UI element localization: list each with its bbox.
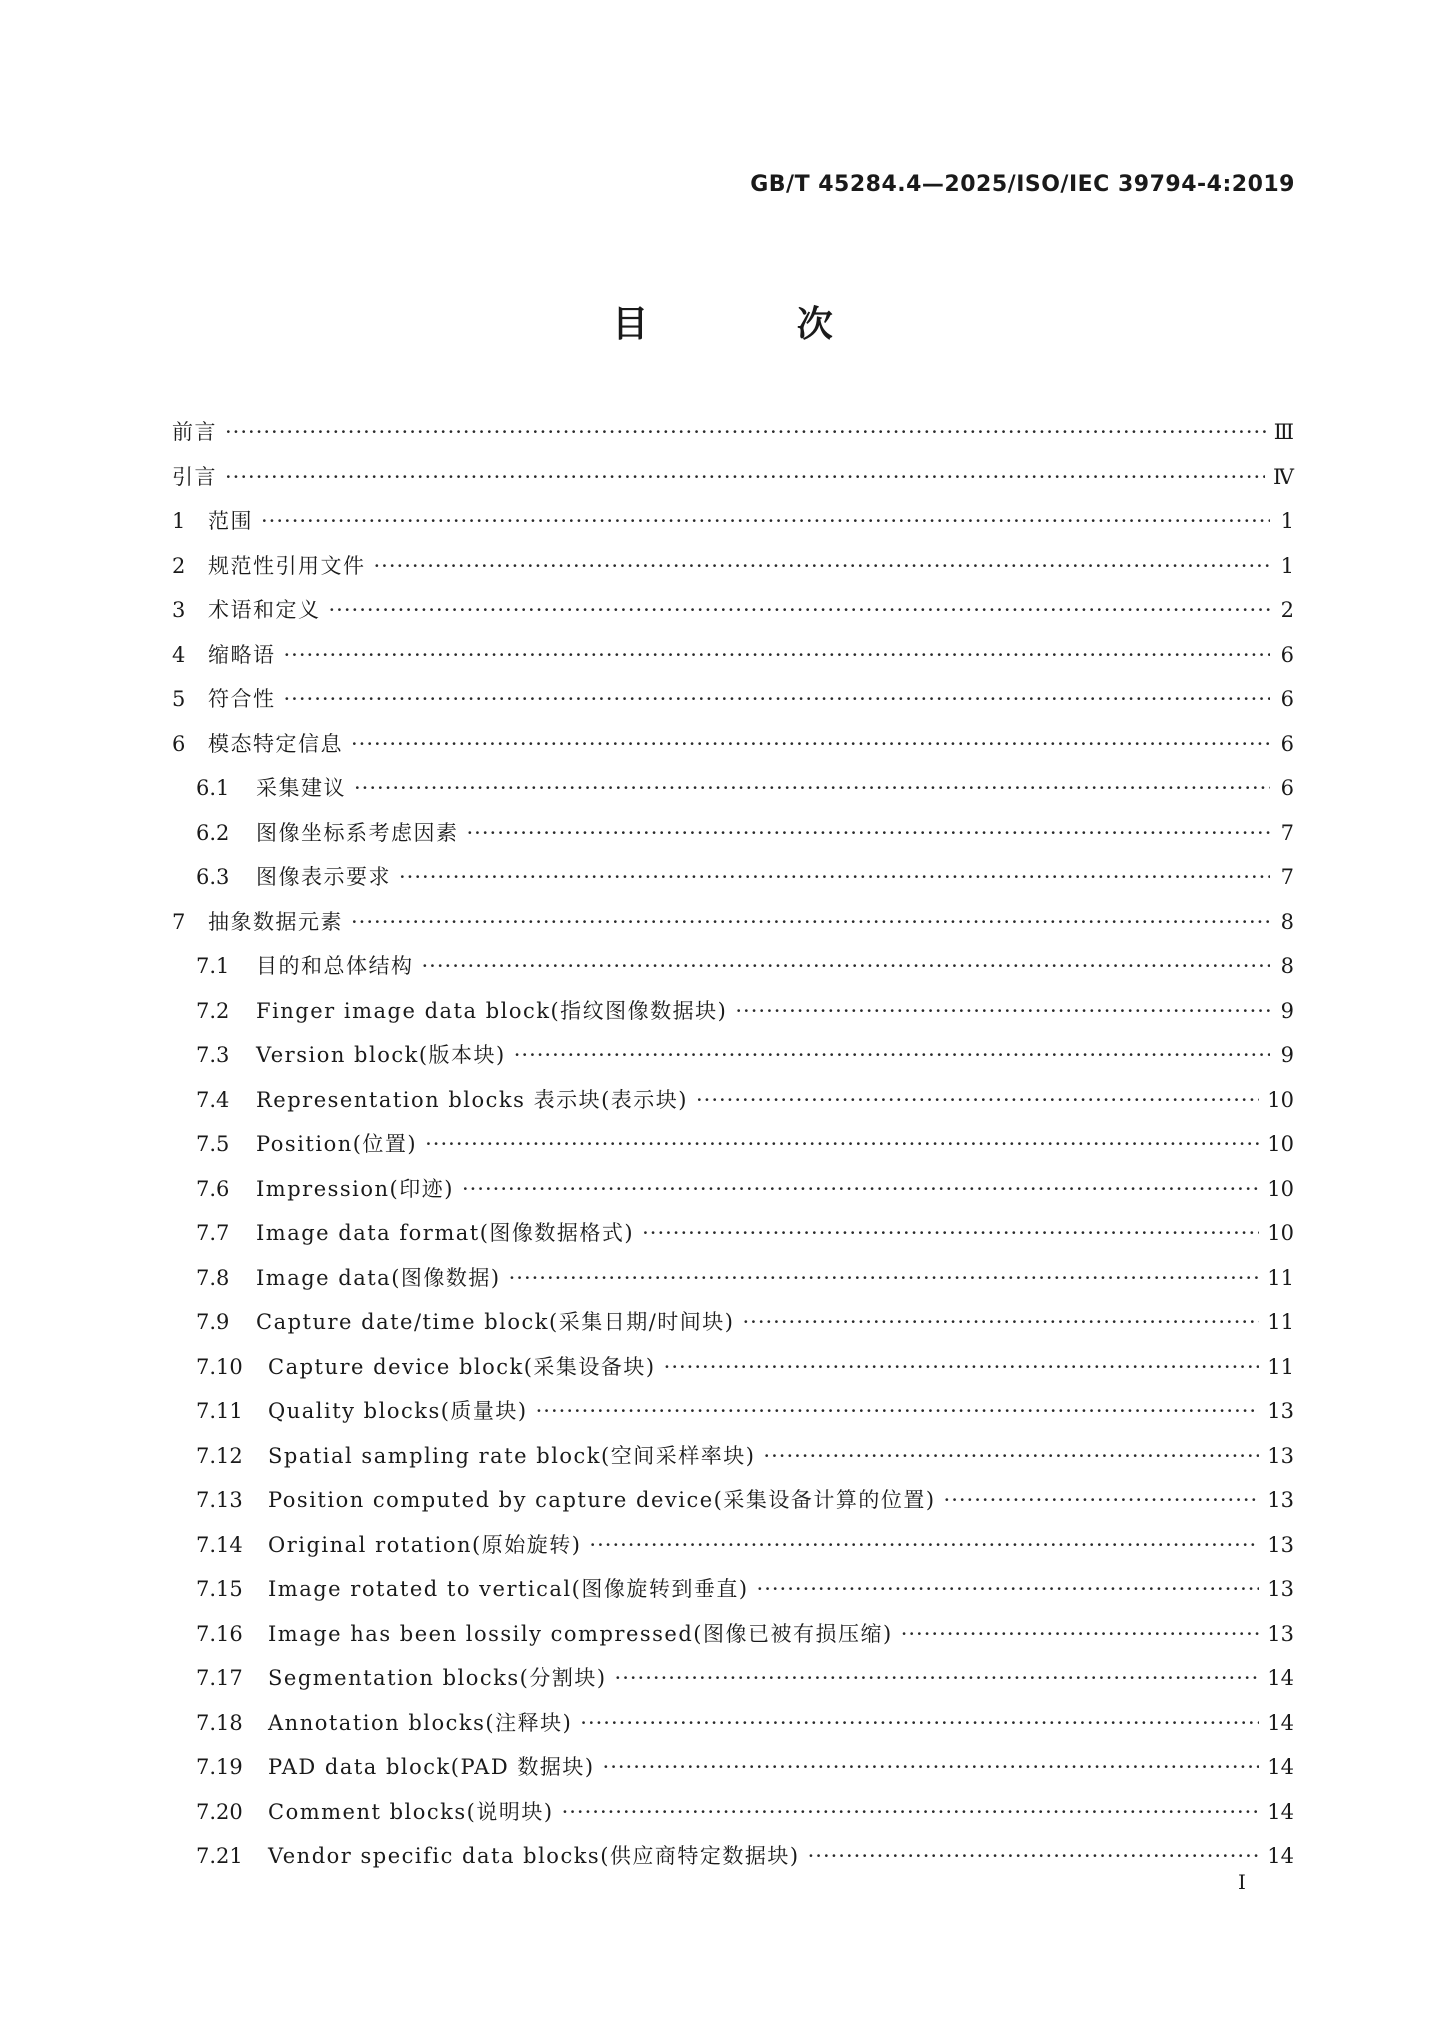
- dot-leader: [742, 1300, 1259, 1345]
- toc-entry-title: 采集建议: [256, 776, 346, 800]
- toc-entry[interactable]: [172, 455, 1294, 500]
- toc-entry-number: 7.21: [196, 1844, 243, 1868]
- toc-entry-page: 1: [1280, 509, 1294, 533]
- toc-entry-number: 2: [172, 553, 186, 578]
- dot-leader: [901, 1612, 1260, 1657]
- dot-leader: [735, 989, 1270, 1034]
- toc-entry-page: 14: [1267, 1755, 1294, 1779]
- dot-leader: [536, 1389, 1260, 1434]
- toc-entry-page: 11: [1267, 1354, 1294, 1379]
- toc-entry-title: PAD data block(PAD 数据块): [268, 1755, 595, 1779]
- toc-entry[interactable]: [172, 989, 1294, 1034]
- toc-entry-page: 14: [1267, 1710, 1294, 1735]
- toc-entry-number: 7.17: [196, 1666, 243, 1690]
- toc-entry-page: 6: [1280, 731, 1294, 756]
- toc-entry-page: 13: [1267, 1399, 1294, 1423]
- toc-entry-page: 11: [1267, 1310, 1294, 1334]
- toc-entry[interactable]: [172, 588, 1294, 633]
- toc-entry-title: 前言: [172, 420, 217, 444]
- toc-entry-title: 图像坐标系考虑因素: [256, 820, 459, 845]
- dot-leader: [351, 900, 1270, 945]
- toc-entry-number: 7: [172, 909, 186, 934]
- toc-entry-title: 目的和总体结构: [256, 954, 414, 978]
- toc-entry-number: 7.4: [196, 1087, 230, 1112]
- toc-entry-page: 13: [1267, 1532, 1294, 1557]
- toc-entry[interactable]: [172, 1434, 1294, 1479]
- toc-entry-title: Image data format(图像数据格式): [256, 1221, 635, 1245]
- toc-entry-title: Finger image data block(指纹图像数据块): [256, 998, 728, 1023]
- dot-leader: [580, 1701, 1259, 1746]
- dot-leader: [354, 766, 1270, 811]
- toc-entry-title: Segmentation blocks(分割块): [268, 1666, 607, 1690]
- toc-entry-page: 10: [1267, 1132, 1294, 1156]
- dot-leader: [329, 588, 1271, 633]
- toc-entry[interactable]: [172, 855, 1294, 900]
- dot-leader: [225, 455, 1265, 500]
- toc-entry-number: 7.5: [196, 1132, 230, 1156]
- toc-entry-page: 13: [1267, 1488, 1294, 1512]
- toc-entry[interactable]: [172, 811, 1294, 856]
- toc-entry[interactable]: [172, 766, 1294, 811]
- dot-leader: [399, 855, 1270, 900]
- toc-entry-page: 10: [1267, 1176, 1294, 1201]
- toc-entry-title: Position computed by capture device(采集设备计算的位置): [268, 1488, 936, 1512]
- toc-entry-title: 抽象数据元素: [208, 909, 343, 934]
- toc-entry-number: 3: [172, 598, 186, 622]
- toc-entry-number: 6.3: [196, 865, 230, 889]
- dot-leader: [462, 1167, 1259, 1212]
- dot-leader: [642, 1211, 1259, 1256]
- toc-entry-title: Impression(印迹): [256, 1176, 454, 1201]
- toc-entry-number: 7.11: [196, 1399, 243, 1423]
- toc-entry-number: 7.7: [196, 1221, 230, 1245]
- toc-entry-page: 13: [1267, 1443, 1294, 1468]
- toc-entry-number: 4: [172, 642, 186, 667]
- toc-entry[interactable]: [172, 1078, 1294, 1123]
- toc-entry-title: 符合性: [208, 687, 276, 711]
- toc-entry-page: 7: [1280, 865, 1294, 889]
- toc-entry[interactable]: [172, 1656, 1294, 1701]
- dot-leader: [562, 1790, 1260, 1835]
- toc-entry-title: Original rotation(原始旋转): [268, 1532, 582, 1557]
- dot-leader: [944, 1478, 1260, 1523]
- toc-entry-title: Capture date/time block(采集日期/时间块): [256, 1310, 735, 1334]
- toc-entry-page: 8: [1280, 909, 1294, 934]
- toc-entry-title: 范围: [208, 509, 253, 533]
- toc-entry[interactable]: [172, 1701, 1294, 1746]
- toc-entry-title: Position(位置): [256, 1132, 418, 1156]
- dot-leader: [757, 1567, 1260, 1612]
- toc-entry-title: Image data(图像数据): [256, 1265, 501, 1290]
- toc-entry[interactable]: [172, 1167, 1294, 1212]
- dot-leader: [422, 944, 1271, 989]
- toc-entry-title: Vendor specific data blocks(供应商特定数据块): [268, 1844, 800, 1868]
- toc-entry-number: 7.18: [196, 1710, 243, 1735]
- toc-entry[interactable]: [172, 1300, 1294, 1345]
- toc-entry-page: 14: [1267, 1844, 1294, 1868]
- toc-entry-title: 模态特定信息: [208, 731, 343, 756]
- dot-leader: [284, 677, 1271, 722]
- dot-leader: [696, 1078, 1259, 1123]
- toc-entry-number: 1: [172, 509, 186, 533]
- toc-entry[interactable]: [172, 544, 1294, 589]
- toc-entry-page: 6: [1280, 642, 1294, 667]
- toc-entry-page: 9: [1280, 998, 1294, 1023]
- toc-entry-number: 7.13: [196, 1488, 243, 1512]
- toc-entry-page: Ⅳ: [1273, 464, 1294, 489]
- toc-entry[interactable]: [172, 1478, 1294, 1523]
- toc-entry-number: 7.9: [196, 1310, 230, 1334]
- toc-entry-number: 6: [172, 731, 186, 756]
- toc-entry[interactable]: [172, 633, 1294, 678]
- toc-entry-number: 7.6: [196, 1176, 230, 1201]
- toc-entry-number: 6.2: [196, 820, 230, 845]
- page-number: Ⅰ: [1238, 1870, 1246, 1894]
- dot-leader: [351, 722, 1270, 767]
- toc-entry[interactable]: [172, 1033, 1294, 1078]
- toc-entry-number: 6.1: [196, 776, 230, 800]
- dot-leader: [509, 1256, 1260, 1301]
- toc-entry[interactable]: [172, 1256, 1294, 1301]
- toc-entry-title: 缩略语: [208, 642, 276, 667]
- toc-entry[interactable]: [172, 1790, 1294, 1835]
- toc-entry[interactable]: [172, 1834, 1294, 1879]
- toc-entry[interactable]: [172, 677, 1294, 722]
- dot-leader: [514, 1033, 1270, 1078]
- toc-entry-title: 引言: [172, 464, 217, 489]
- toc-entry-page: 14: [1267, 1799, 1294, 1824]
- toc-entry-page: 10: [1267, 1221, 1294, 1245]
- toc-entry[interactable]: [172, 1389, 1294, 1434]
- dot-leader: [589, 1523, 1259, 1568]
- toc-entry-page: 6: [1280, 776, 1294, 800]
- toc-entry-number: 7.2: [196, 998, 230, 1023]
- table-of-contents: [172, 410, 1294, 1879]
- dot-leader: [225, 410, 1266, 455]
- toc-entry[interactable]: [172, 1612, 1294, 1657]
- toc-entry-page: 1: [1280, 553, 1294, 578]
- toc-entry-title: Image rotated to vertical(图像旋转到垂直): [268, 1577, 749, 1601]
- toc-entry-number: 7.19: [196, 1755, 243, 1779]
- toc-entry-title: Representation blocks 表示块(表示块): [256, 1087, 688, 1112]
- toc-entry-number: 7.20: [196, 1799, 243, 1824]
- toc-entry[interactable]: [172, 900, 1294, 945]
- toc-entry[interactable]: [172, 1211, 1294, 1256]
- toc-entry[interactable]: [172, 1122, 1294, 1167]
- toc-entry-title: 规范性引用文件: [208, 553, 366, 578]
- toc-entry-number: 5: [172, 687, 186, 711]
- dot-leader: [467, 811, 1271, 856]
- toc-entry-page: 13: [1267, 1621, 1294, 1646]
- toc-entry-title: Spatial sampling rate block(空间采样率块): [268, 1443, 756, 1468]
- toc-entry-number: 7.3: [196, 1043, 230, 1067]
- toc-entry[interactable]: [172, 944, 1294, 989]
- toc-entry-page: 2: [1280, 598, 1294, 622]
- toc-entry-title: Image has been lossily compressed(图像已被有损压缩): [268, 1621, 893, 1646]
- toc-entry-title: 图像表示要求: [256, 865, 391, 889]
- toc-entry-number: 7.12: [196, 1443, 243, 1468]
- toc-entry-page: 8: [1280, 954, 1294, 978]
- standard-code: GB/T 45284.4—2025/ISO/IEC 39794-4:2019: [750, 172, 1295, 197]
- toc-entry-title: Version block(版本块): [256, 1043, 506, 1067]
- toc-entry-page: 9: [1280, 1043, 1294, 1067]
- toc-entry-page: 14: [1267, 1666, 1294, 1690]
- toc-entry[interactable]: [172, 1345, 1294, 1390]
- dot-leader: [261, 499, 1270, 544]
- toc-entry-number: 7.1: [196, 954, 230, 978]
- toc-entry-title: Capture device block(采集设备块): [268, 1354, 656, 1379]
- toc-entry-page: 7: [1280, 820, 1294, 845]
- toc-entry-title: Quality blocks(质量块): [268, 1399, 528, 1423]
- dot-leader: [664, 1345, 1260, 1390]
- toc-entry-page: 6: [1280, 687, 1294, 711]
- toc-entry[interactable]: [172, 410, 1294, 455]
- toc-entry-page: 10: [1267, 1087, 1294, 1112]
- dot-leader: [763, 1434, 1259, 1479]
- toc-entry[interactable]: [172, 1567, 1294, 1612]
- toc-entry-number: 7.16: [196, 1621, 243, 1646]
- toc-entry-title: Comment blocks(说明块): [268, 1799, 554, 1824]
- toc-entry-page: 11: [1267, 1265, 1294, 1290]
- toc-entry-number: 7.8: [196, 1265, 230, 1290]
- dot-leader: [615, 1656, 1260, 1701]
- toc-entry-number: 7.15: [196, 1577, 243, 1601]
- toc-entry-title: 术语和定义: [208, 598, 321, 622]
- toc-entry-title: Annotation blocks(注释块): [268, 1710, 573, 1735]
- toc-entry-page: Ⅲ: [1273, 420, 1294, 444]
- dot-leader: [425, 1122, 1259, 1167]
- toc-entry[interactable]: [172, 499, 1294, 544]
- toc-entry-number: 7.14: [196, 1532, 243, 1557]
- page-title: 目 次: [612, 304, 901, 345]
- dot-leader: [808, 1834, 1260, 1879]
- toc-entry-number: 7.10: [196, 1354, 243, 1379]
- toc-entry[interactable]: [172, 722, 1294, 767]
- toc-entry-page: 13: [1267, 1577, 1294, 1601]
- dot-leader: [374, 544, 1271, 589]
- dot-leader: [284, 633, 1271, 678]
- toc-entry[interactable]: [172, 1523, 1294, 1568]
- dot-leader: [603, 1745, 1260, 1790]
- toc-entry[interactable]: [172, 1745, 1294, 1790]
